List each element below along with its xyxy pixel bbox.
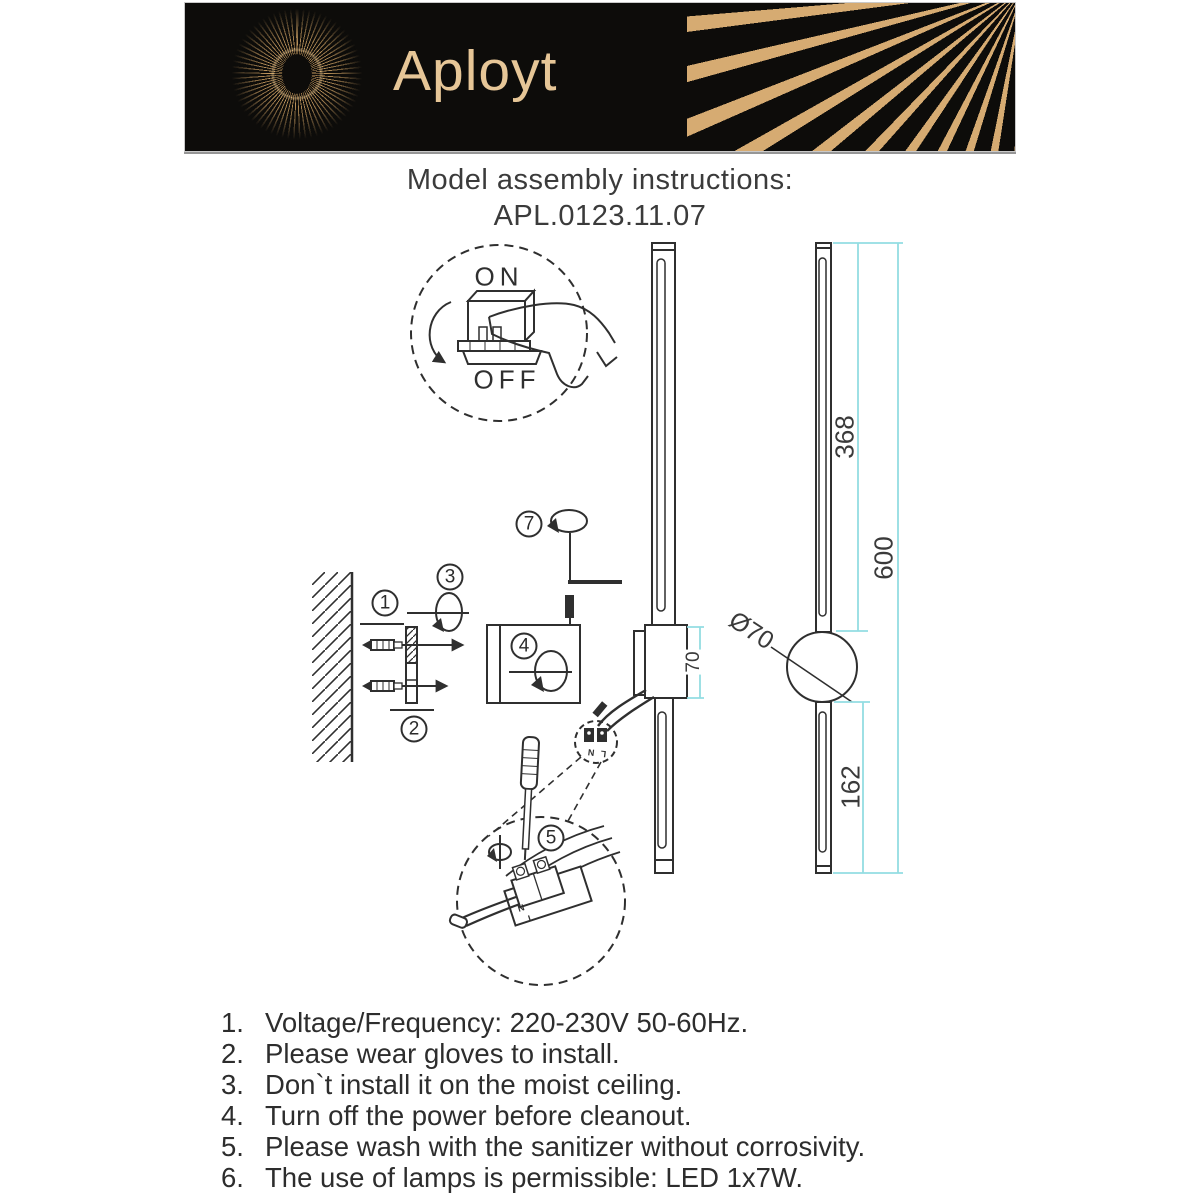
instruction-text: Turn off the power before cleanout.: [265, 1100, 692, 1131]
terminal-n-label: N: [516, 902, 526, 914]
instruction-text: The use of lamps is permissible: LED 1x7W.: [265, 1162, 803, 1193]
instruction-number: 4.: [221, 1100, 244, 1131]
instruction-item: [205, 1162, 1065, 1193]
instruction-item: [205, 1131, 1065, 1162]
instructions-list: [205, 1007, 1065, 1193]
instruction-text: Please wash with the sanitizer without corrosivity.: [265, 1131, 866, 1162]
instruction-number: 2.: [221, 1038, 244, 1069]
model-number: APL.0123.11.07: [493, 200, 707, 232]
callout-step-7: 7: [516, 511, 543, 538]
callout-step-1: 1: [372, 590, 399, 617]
dimension-162: 162: [835, 765, 866, 809]
callout-step-2: 2: [401, 716, 428, 743]
switch-off-label: OFF: [473, 364, 541, 395]
switch-on-label: ON: [474, 261, 524, 292]
callout-step-4: 4: [511, 633, 538, 660]
instruction-text: Voltage/Frequency: 220-230V 50-60Hz.: [265, 1007, 749, 1038]
instruction-number: 3.: [221, 1069, 244, 1100]
cable-step-drawing: [547, 510, 622, 643]
callout-step-5: 5: [538, 825, 565, 852]
dimension-368: 368: [829, 415, 860, 459]
page-title: Model assembly instructions:: [406, 164, 794, 196]
terminal-ln-label: L N: [585, 746, 607, 760]
instruction-item: [205, 1007, 1065, 1038]
wiring-detail-drawing: [449, 737, 625, 985]
terminal-l-label: L: [526, 912, 536, 924]
dimension-diameter: Ø70: [723, 605, 779, 656]
dimension-70: 70: [683, 651, 704, 673]
instruction-item: [205, 1100, 1065, 1131]
instruction-text: Don`t install it on the moist ceiling.: [265, 1069, 683, 1100]
instruction-number: 5.: [221, 1131, 244, 1162]
callout-step-3: 3: [437, 564, 464, 591]
instruction-item: [205, 1069, 1065, 1100]
instruction-number: 1.: [221, 1007, 244, 1038]
brand-logo-text: Aployt: [393, 39, 558, 103]
instruction-text: Please wear gloves to install.: [265, 1038, 620, 1069]
instruction-number: 6.: [221, 1162, 244, 1193]
instruction-item: [205, 1038, 1065, 1069]
dimension-600: 600: [868, 536, 899, 580]
